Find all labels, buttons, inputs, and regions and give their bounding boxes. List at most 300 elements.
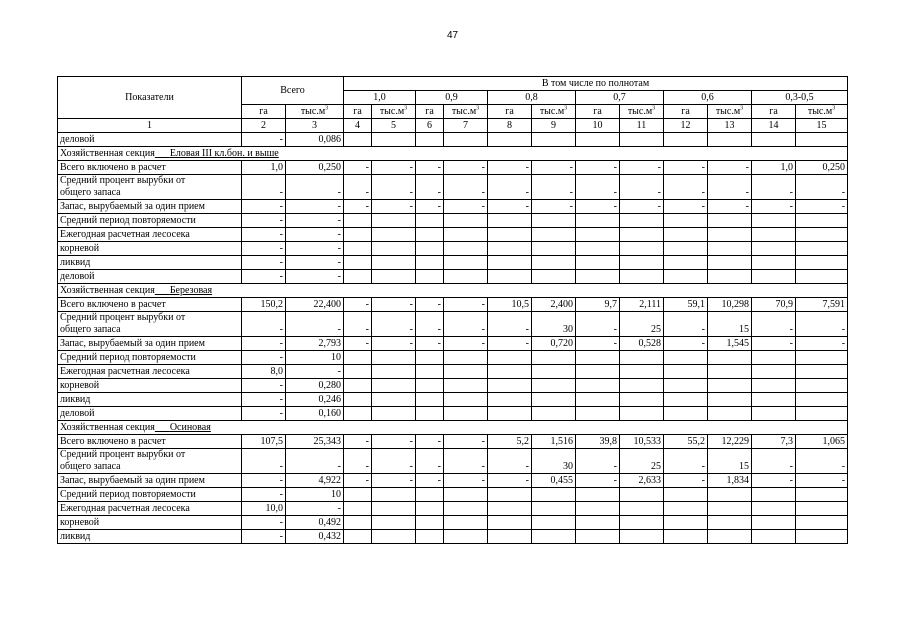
section-row xyxy=(58,147,848,161)
table-cell xyxy=(416,228,444,242)
table-cell xyxy=(344,393,372,407)
row-label: Запас, вырубаемый за один прием xyxy=(58,337,242,351)
table-row xyxy=(58,393,848,407)
row-label: ликвид xyxy=(58,530,242,544)
row-label: корневой xyxy=(58,379,242,393)
table-cell xyxy=(664,407,708,421)
column-number: 6 xyxy=(416,119,444,133)
table-cell xyxy=(664,242,708,256)
table-cell: - xyxy=(242,407,286,421)
table-cell xyxy=(344,516,372,530)
table-cell: 15 xyxy=(708,312,752,337)
table-cell: - xyxy=(444,200,488,214)
table-cell xyxy=(444,407,488,421)
table-cell xyxy=(344,256,372,270)
table-cell: - xyxy=(242,351,286,365)
table-cell: 7,591 xyxy=(796,298,848,312)
table-cell xyxy=(796,379,848,393)
table-cell: 55,2 xyxy=(664,435,708,449)
table-cell xyxy=(344,502,372,516)
table-cell: 39,8 xyxy=(576,435,620,449)
table-row xyxy=(58,200,848,214)
table-cell: 12,229 xyxy=(708,435,752,449)
column-number: 15 xyxy=(796,119,848,133)
table-cell: 0,250 xyxy=(286,161,344,175)
table-row xyxy=(58,435,848,449)
column-number: 1 xyxy=(58,119,242,133)
row-label: Средний период повторяемости xyxy=(58,351,242,365)
table-cell xyxy=(708,256,752,270)
table-cell xyxy=(444,214,488,228)
table-row xyxy=(58,242,848,256)
row-label: Ежегодная расчетная лесосека xyxy=(58,228,242,242)
table-cell xyxy=(620,516,664,530)
table-cell: - xyxy=(532,175,576,200)
table-cell: - xyxy=(752,474,796,488)
table-row xyxy=(58,228,848,242)
table-cell xyxy=(532,379,576,393)
table-cell: - xyxy=(664,474,708,488)
table-row xyxy=(58,214,848,228)
row-label: Ежегодная расчетная лесосека xyxy=(58,502,242,516)
table-cell: - xyxy=(444,337,488,351)
table-cell: 1,0 xyxy=(752,161,796,175)
table-cell: 9,7 xyxy=(576,298,620,312)
table-cell xyxy=(444,379,488,393)
table-cell xyxy=(708,133,752,147)
table-cell xyxy=(372,407,416,421)
table-cell: - xyxy=(372,161,416,175)
table-cell: - xyxy=(242,488,286,502)
table-cell: - xyxy=(242,214,286,228)
table-cell: - xyxy=(286,365,344,379)
section-row xyxy=(58,284,848,298)
table-cell: - xyxy=(664,200,708,214)
table-cell: 2,111 xyxy=(620,298,664,312)
table-cell xyxy=(416,256,444,270)
row-label: ликвид xyxy=(58,393,242,407)
table-cell: - xyxy=(286,312,344,337)
table-cell: - xyxy=(372,312,416,337)
table-cell: 2,793 xyxy=(286,337,344,351)
table-cell xyxy=(752,365,796,379)
column-number: 14 xyxy=(752,119,796,133)
header-density: 0,3-0,5 xyxy=(752,91,848,105)
table-cell xyxy=(416,488,444,502)
table-cell xyxy=(576,270,620,284)
table-cell: - xyxy=(344,337,372,351)
table-cell xyxy=(664,270,708,284)
table-cell xyxy=(532,214,576,228)
table-cell: 107,5 xyxy=(242,435,286,449)
table-cell xyxy=(444,256,488,270)
table-cell: - xyxy=(620,161,664,175)
table-cell: 0,528 xyxy=(620,337,664,351)
table-cell: 150,2 xyxy=(242,298,286,312)
table-cell: 0,246 xyxy=(286,393,344,407)
table-cell xyxy=(344,133,372,147)
table-cell: - xyxy=(372,175,416,200)
table-cell: - xyxy=(488,200,532,214)
table-cell: 30 xyxy=(532,449,576,474)
table-cell: - xyxy=(796,200,848,214)
table-cell: - xyxy=(416,175,444,200)
table-cell: - xyxy=(664,175,708,200)
table-cell xyxy=(488,214,532,228)
table-cell xyxy=(488,133,532,147)
table-cell: 15 xyxy=(708,449,752,474)
table-cell: 10,5 xyxy=(488,298,532,312)
table-cell xyxy=(708,516,752,530)
table-cell xyxy=(576,407,620,421)
unit-volume: $тыс.м^3$ xyxy=(708,105,752,119)
table-cell xyxy=(752,407,796,421)
table-cell: - xyxy=(344,449,372,474)
table-cell xyxy=(576,488,620,502)
table-cell: 1,065 xyxy=(796,435,848,449)
unit-ha: га xyxy=(752,105,796,119)
table-cell xyxy=(488,530,532,544)
row-label: Средний период повторяемости xyxy=(58,488,242,502)
table-cell: - xyxy=(488,161,532,175)
header-total: Всего xyxy=(242,77,344,105)
table-cell xyxy=(532,351,576,365)
table-cell: - xyxy=(242,270,286,284)
table-cell xyxy=(344,365,372,379)
table-cell xyxy=(488,502,532,516)
unit-ha: га xyxy=(664,105,708,119)
table-cell xyxy=(444,351,488,365)
table-cell: - xyxy=(344,175,372,200)
table-cell xyxy=(664,133,708,147)
table-cell: - xyxy=(242,516,286,530)
unit-volume: $тыс.м^3$ xyxy=(286,105,344,119)
column-number: 2 xyxy=(242,119,286,133)
table-cell xyxy=(796,270,848,284)
table-cell: - xyxy=(664,337,708,351)
table-cell xyxy=(576,242,620,256)
table-cell xyxy=(344,228,372,242)
table-row xyxy=(58,474,848,488)
table-row xyxy=(58,516,848,530)
table-cell: - xyxy=(664,161,708,175)
page-number: 47 xyxy=(446,30,459,41)
table-cell: 10,533 xyxy=(620,435,664,449)
header-density: 1,0 xyxy=(344,91,416,105)
table-cell: - xyxy=(444,474,488,488)
table-cell: 0,160 xyxy=(286,407,344,421)
table-cell: - xyxy=(488,474,532,488)
table-cell: - xyxy=(444,435,488,449)
unit-volume: $тыс.м^3$ xyxy=(532,105,576,119)
column-number: 3 xyxy=(286,119,344,133)
row-label: Всего включено в расчет xyxy=(58,161,242,175)
column-number: 12 xyxy=(664,119,708,133)
table-cell xyxy=(488,379,532,393)
row-label: Средний период повторяемости xyxy=(58,214,242,228)
table-cell xyxy=(708,270,752,284)
table-cell: - xyxy=(242,449,286,474)
table-cell xyxy=(372,530,416,544)
table-cell: - xyxy=(752,337,796,351)
table-cell xyxy=(532,488,576,502)
table-row xyxy=(58,337,848,351)
table-row xyxy=(58,351,848,365)
table-cell: - xyxy=(576,474,620,488)
table-cell: - xyxy=(416,337,444,351)
table-cell xyxy=(752,270,796,284)
section-title xyxy=(58,421,848,435)
table-cell: - xyxy=(344,200,372,214)
table-cell xyxy=(372,256,416,270)
table-cell xyxy=(416,379,444,393)
table-cell xyxy=(796,351,848,365)
table-cell xyxy=(752,379,796,393)
table-cell xyxy=(620,502,664,516)
table-cell: - xyxy=(444,449,488,474)
table-cell xyxy=(444,228,488,242)
row-label: Средний процент вырубки от общего запаса xyxy=(58,312,242,337)
table-cell xyxy=(416,530,444,544)
table-cell: - xyxy=(242,337,286,351)
table-cell: 25 xyxy=(620,312,664,337)
table-cell xyxy=(416,393,444,407)
table-cell: 10,0 xyxy=(242,502,286,516)
table-row xyxy=(58,488,848,502)
table-cell: - xyxy=(242,379,286,393)
table-row xyxy=(58,161,848,175)
table-cell xyxy=(372,516,416,530)
table-row xyxy=(58,365,848,379)
table-cell xyxy=(372,270,416,284)
table-cell: - xyxy=(708,200,752,214)
table-cell xyxy=(576,393,620,407)
row-label: корневой xyxy=(58,242,242,256)
table-cell: - xyxy=(576,312,620,337)
table-cell: - xyxy=(286,270,344,284)
table-cell xyxy=(416,516,444,530)
table-cell xyxy=(664,516,708,530)
table-cell xyxy=(372,242,416,256)
table-cell xyxy=(372,488,416,502)
table-cell: 1,834 xyxy=(708,474,752,488)
table-cell xyxy=(752,214,796,228)
table-cell xyxy=(344,530,372,544)
table-cell xyxy=(620,214,664,228)
table-cell: - xyxy=(620,175,664,200)
table-cell xyxy=(708,530,752,544)
table-cell xyxy=(488,242,532,256)
section-name: Березовая xyxy=(169,285,213,296)
table-cell xyxy=(620,351,664,365)
table-row xyxy=(58,270,848,284)
table-cell: - xyxy=(344,435,372,449)
table-cell: - xyxy=(344,161,372,175)
table-row xyxy=(58,530,848,544)
column-number: 4 xyxy=(344,119,372,133)
table-cell xyxy=(344,214,372,228)
table-cell xyxy=(796,133,848,147)
table-cell xyxy=(796,393,848,407)
table-cell: - xyxy=(488,337,532,351)
table-cell xyxy=(416,214,444,228)
table-cell xyxy=(576,379,620,393)
table-cell: - xyxy=(532,200,576,214)
table-cell xyxy=(576,365,620,379)
table-cell: 70,9 xyxy=(752,298,796,312)
table-cell xyxy=(576,502,620,516)
table-cell xyxy=(752,351,796,365)
unit-volume: $тыс.м^3$ xyxy=(620,105,664,119)
table-cell: - xyxy=(416,200,444,214)
column-number: 9 xyxy=(532,119,576,133)
table-cell: - xyxy=(416,474,444,488)
table-cell xyxy=(620,488,664,502)
table-cell xyxy=(752,502,796,516)
table-cell: - xyxy=(444,161,488,175)
table-cell xyxy=(532,365,576,379)
table-cell: - xyxy=(242,228,286,242)
table-cell: - xyxy=(796,337,848,351)
header-density: 0,8 xyxy=(488,91,576,105)
row-label: ликвид xyxy=(58,256,242,270)
header-density: 0,7 xyxy=(576,91,664,105)
table-row xyxy=(58,407,848,421)
table-cell xyxy=(444,270,488,284)
table-cell: - xyxy=(752,449,796,474)
column-number: 8 xyxy=(488,119,532,133)
table-cell: - xyxy=(576,175,620,200)
table-cell xyxy=(416,133,444,147)
table-cell xyxy=(532,256,576,270)
section-prefix: Хозяйственная секция xyxy=(60,148,155,159)
header-density: 0,6 xyxy=(664,91,752,105)
table-cell: - xyxy=(242,393,286,407)
table-cell xyxy=(416,502,444,516)
table-cell xyxy=(620,228,664,242)
section-title xyxy=(58,147,848,161)
unit-ha: га xyxy=(416,105,444,119)
table-row xyxy=(58,449,848,474)
table-cell: 10,298 xyxy=(708,298,752,312)
table-cell xyxy=(344,379,372,393)
table-cell xyxy=(372,379,416,393)
table-cell: - xyxy=(286,175,344,200)
header-density: 0,9 xyxy=(416,91,488,105)
table-cell xyxy=(344,351,372,365)
table-cell: - xyxy=(344,298,372,312)
table-cell: - xyxy=(576,161,620,175)
table-cell xyxy=(664,256,708,270)
table-cell: 7,3 xyxy=(752,435,796,449)
table-cell: - xyxy=(752,175,796,200)
table-cell: - xyxy=(286,228,344,242)
table-cell: - xyxy=(576,200,620,214)
table-cell xyxy=(664,488,708,502)
table-cell xyxy=(796,214,848,228)
table-cell: - xyxy=(286,242,344,256)
header-indicators: Показатели xyxy=(58,77,242,119)
unit-ha: га xyxy=(488,105,532,119)
table-cell: - xyxy=(372,474,416,488)
table-cell xyxy=(708,365,752,379)
table-cell xyxy=(416,365,444,379)
table-cell: - xyxy=(372,435,416,449)
table-cell xyxy=(444,516,488,530)
table-cell xyxy=(664,365,708,379)
table-cell: 2,633 xyxy=(620,474,664,488)
table-cell: - xyxy=(444,298,488,312)
table-cell xyxy=(416,407,444,421)
table-row xyxy=(58,175,848,200)
column-number: 11 xyxy=(620,119,664,133)
row-label: деловой xyxy=(58,270,242,284)
table-row xyxy=(58,256,848,270)
table-cell xyxy=(752,488,796,502)
table-cell: - xyxy=(286,449,344,474)
table-cell: - xyxy=(286,256,344,270)
table-cell: - xyxy=(532,161,576,175)
table-cell xyxy=(532,133,576,147)
table-cell: 4,922 xyxy=(286,474,344,488)
section-row xyxy=(58,421,848,435)
table-cell: - xyxy=(416,435,444,449)
table-cell xyxy=(752,393,796,407)
table-cell: - xyxy=(286,214,344,228)
table-cell: 59,1 xyxy=(664,298,708,312)
table-cell xyxy=(488,228,532,242)
table-cell xyxy=(620,530,664,544)
table-cell xyxy=(444,133,488,147)
table-cell: - xyxy=(444,175,488,200)
table-cell: - xyxy=(416,312,444,337)
table-cell: - xyxy=(242,256,286,270)
table-cell xyxy=(344,270,372,284)
table-cell xyxy=(372,133,416,147)
column-number: 7 xyxy=(444,119,488,133)
table-cell: - xyxy=(664,449,708,474)
table-cell: 1,516 xyxy=(532,435,576,449)
table-cell xyxy=(488,365,532,379)
unit-volume: $тыс.м^3$ xyxy=(372,105,416,119)
table-cell: - xyxy=(242,200,286,214)
table-cell xyxy=(372,214,416,228)
table-row xyxy=(58,312,848,337)
table-cell: - xyxy=(752,312,796,337)
table-cell: 22,400 xyxy=(286,298,344,312)
section-prefix: Хозяйственная секция xyxy=(60,422,155,433)
column-number: 10 xyxy=(576,119,620,133)
table-cell xyxy=(620,256,664,270)
header-by-density: В том числе по полнотам xyxy=(344,77,848,91)
table-cell: - xyxy=(242,133,286,147)
row-label: Запас, вырубаемый за один прием xyxy=(58,474,242,488)
table-cell: - xyxy=(242,474,286,488)
table-cell: - xyxy=(372,449,416,474)
table-cell: - xyxy=(620,200,664,214)
table-row xyxy=(58,502,848,516)
table-cell: 0,432 xyxy=(286,530,344,544)
table-cell xyxy=(620,365,664,379)
table-cell: - xyxy=(242,175,286,200)
table-cell: - xyxy=(796,175,848,200)
table-cell: 0,492 xyxy=(286,516,344,530)
table-cell xyxy=(796,242,848,256)
row-label: Ежегодная расчетная лесосека xyxy=(58,365,242,379)
column-number: 5 xyxy=(372,119,416,133)
table-cell: 0,250 xyxy=(796,161,848,175)
table-cell xyxy=(752,256,796,270)
